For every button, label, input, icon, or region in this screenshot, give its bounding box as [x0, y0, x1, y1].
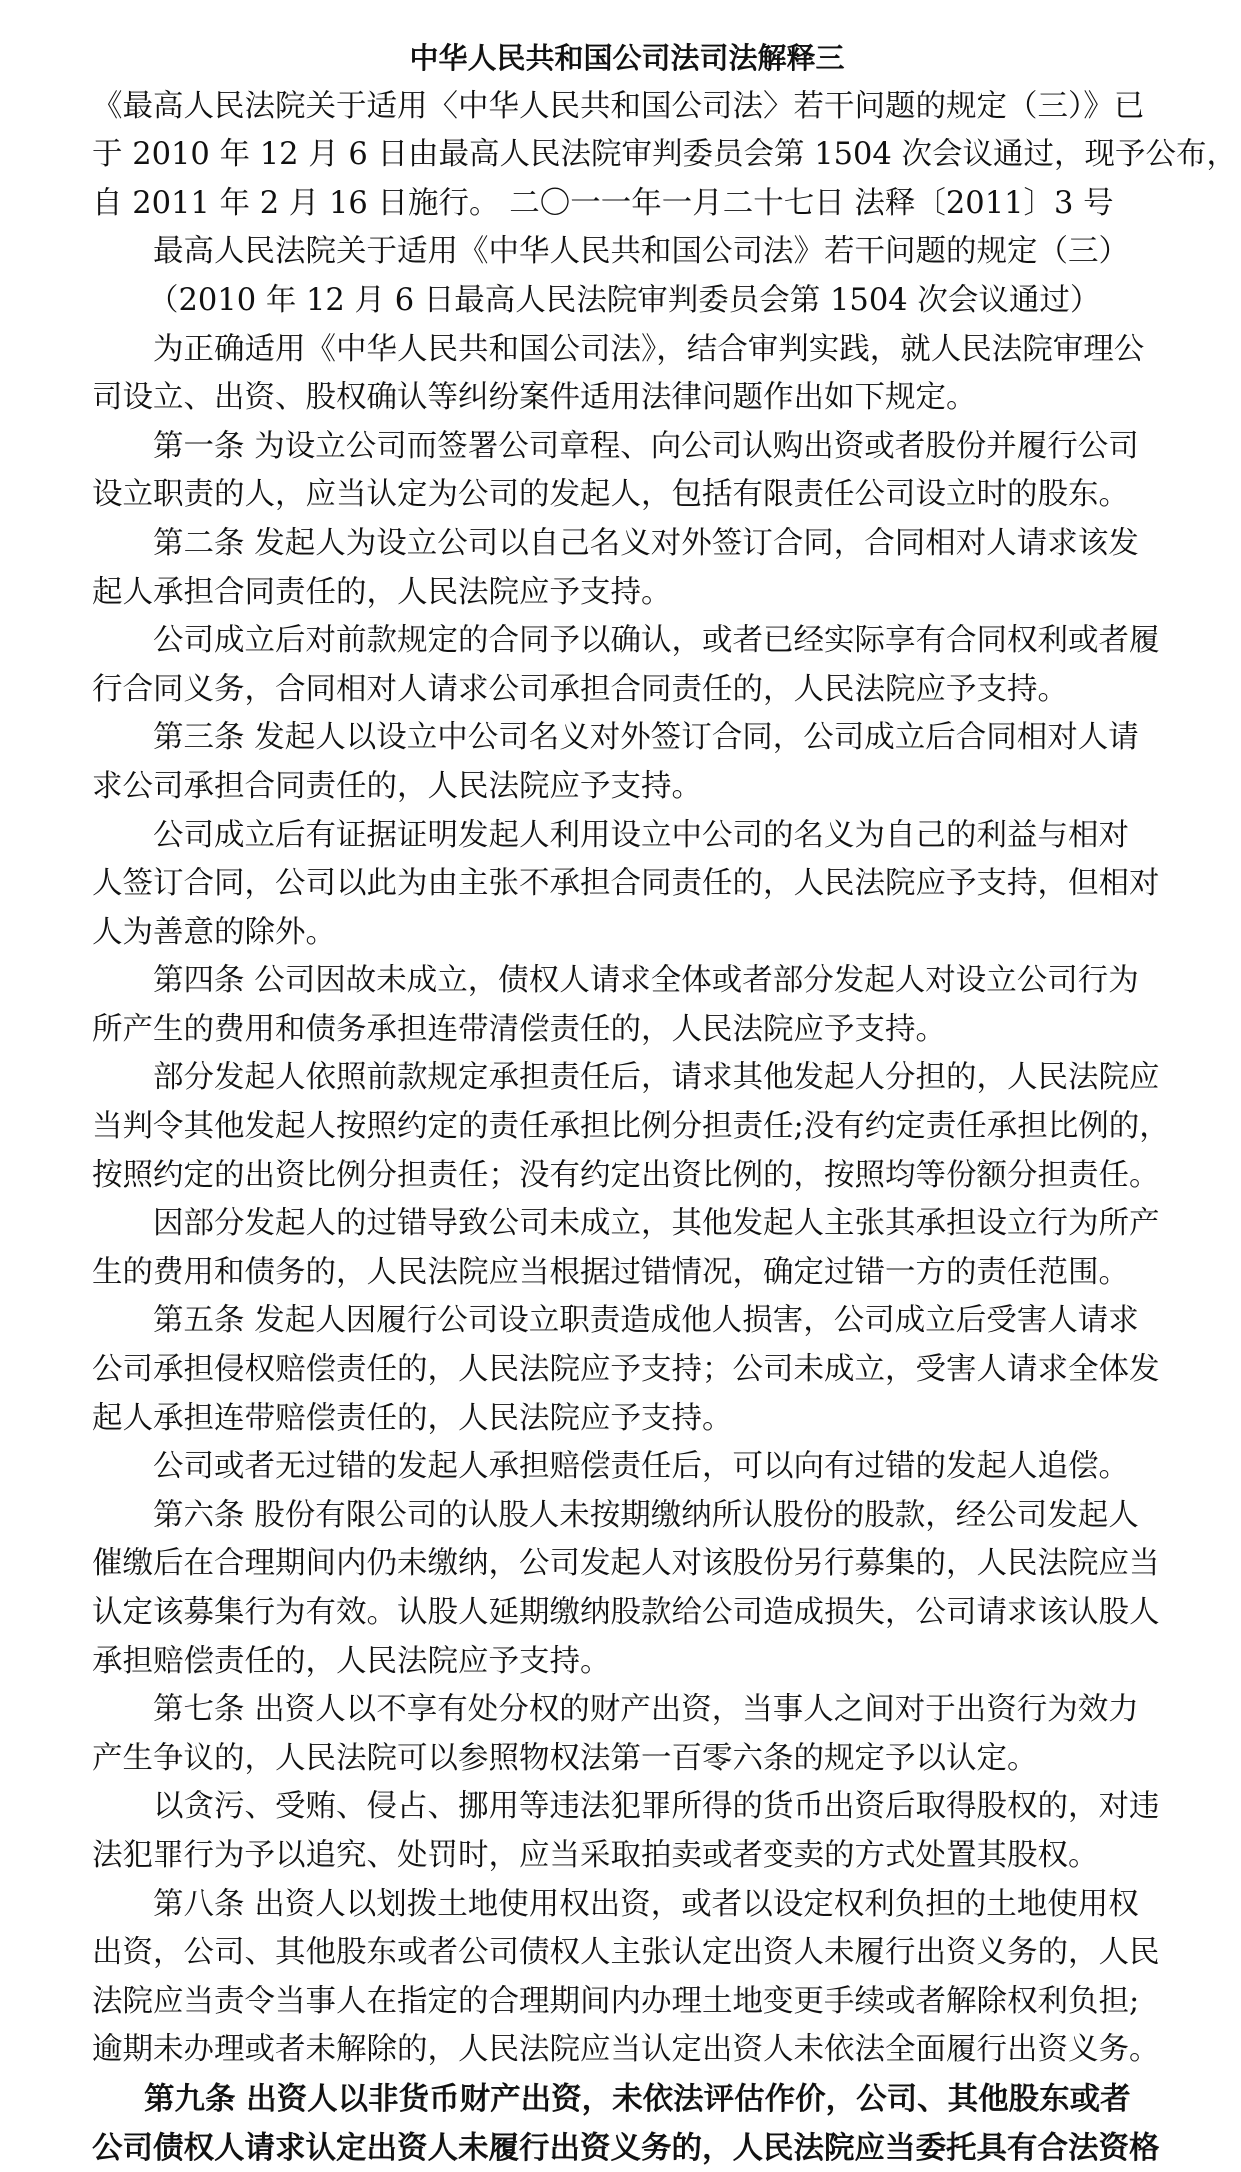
text-line: 法犯罪行为予以追究、处罚时，应当采取拍卖或者变卖的方式处置其股权。: [92, 1837, 1099, 1873]
text-line: 因部分发起人的过错导致公司未成立，其他发起人主张其承担设立行为所产: [153, 1206, 1160, 1242]
text-line: 公司承担侵权赔偿责任的，人民法院应予支持；公司未成立，受害人请求全体发: [92, 1352, 1160, 1388]
text-line: 所产生的费用和债务承担连带清偿责任的，人民法院应予支持。: [92, 1011, 946, 1047]
text-line: 起人承担连带赔偿责任的，人民法院应予支持。: [92, 1400, 733, 1436]
text-line: 为正确适用《中华人民共和国公司法》，结合审判实践，就人民法院审理公: [153, 331, 1145, 367]
text-line: 第七条 出资人以不享有处分权的财产出资，当事人之间对于出资行为效力: [153, 1692, 1139, 1728]
text-line: 产生争议的，人民法院可以参照物权法第一百零六条的规定予以认定。: [92, 1740, 1038, 1776]
text-line: 催缴后在合理期间内仍未缴纳，公司发起人对该股份另行募集的，人民法院应当: [92, 1546, 1160, 1582]
text-line: 法院应当责令当事人在指定的合理期间内办理土地变更手续或者解除权利负担;: [92, 1983, 1140, 2019]
text-line: 公司成立后有证据证明发起人利用设立中公司的名义为自己的利益与相对: [153, 817, 1129, 853]
text-line: 公司或者无过错的发起人承担赔偿责任后，可以向有过错的发起人追偿。: [153, 1449, 1129, 1485]
text-line: 认定该募集行为有效。认股人延期缴纳股款给公司造成损失，公司请求该认股人: [92, 1595, 1160, 1630]
text-line: 人签订合同，公司以此为由主张不承担合同责任的，人民法院应予支持，但相对: [92, 866, 1160, 902]
text-line: 求公司承担合同责任的，人民法院应予支持。: [92, 768, 702, 804]
text-line: 人为善意的除外。: [92, 914, 336, 950]
text-line: 公司债权人请求认定出资人未履行出资义务的，人民法院应当委托具有合法资格: [92, 2129, 1160, 2166]
text-line: 公司成立后对前款规定的合同予以确认，或者已经实际享有合同权利或者履: [153, 623, 1160, 659]
text-line: 以贪污、受贿、侵占、挪用等违法犯罪所得的货币出资后取得股权的，对违: [153, 1789, 1160, 1825]
text-line: 行合同义务，合同相对人请求公司承担合同责任的，人民法院应予支持。: [92, 671, 1068, 707]
text-line: 司设立、出资、股权确认等纠纷案件适用法律问题作出如下规定。: [92, 380, 977, 416]
text-line: 生的费用和债务的，人民法院应当根据过错情况，确定过错一方的责任范围。: [92, 1254, 1129, 1290]
text-line: 《最高人民法院关于适用〈中华人民共和国公司法〉若干问题的规定（三）》已: [92, 88, 1145, 124]
text-line: 出资，公司、其他股东或者公司债权人主张认定出资人未履行出资义务的，人民: [92, 1935, 1160, 1971]
text-line: 起人承担合同责任的，人民法院应予支持。: [92, 574, 672, 610]
text-line: 第八条 出资人以划拨土地使用权出资，或者以设定权利负担的土地使用权: [153, 1886, 1139, 1922]
text-line: 第六条 股份有限公司的认股人未按期缴纳所认股份的股款，经公司发起人: [153, 1497, 1139, 1533]
document-body: [92, 83, 1238, 2172]
text-line: 设立职责的人，应当认定为公司的发起人，包括有限责任公司设立时的股东。: [92, 477, 1129, 513]
text-line: 部分发起人依照前款规定承担责任后，请求其他发起人分担的，人民法院应: [153, 1060, 1160, 1096]
text-line: 自 2011 年 2 月 16 日施行。 二〇一一年一月二十七日 法释〔2011〕3 号: [92, 185, 1114, 221]
text-line: 第一条 为设立公司而签署公司章程、向公司认购出资或者股份并履行公司: [153, 428, 1139, 464]
text-line: 第四条 公司因故未成立，债权人请求全体或者部分发起人对设立公司行为: [153, 963, 1139, 999]
document-page: [92, 34, 1238, 2172]
text-line: 第三条 发起人以设立中公司名义对外签订合同，公司成立后合同相对人请: [153, 720, 1139, 756]
text-line: 最高人民法院关于适用《中华人民共和国公司法》若干问题的规定（三）: [153, 234, 1129, 270]
text-line: 承担赔偿责任的，人民法院应予支持。: [92, 1643, 611, 1679]
text-line: （2010 年 12 月 6 日最高人民法院审判委员会第 1504 次会议通过）: [148, 282, 1101, 318]
text-line: 按照约定的出资比例分担责任；没有约定出资比例的，按照均等份额分担责任。: [92, 1157, 1160, 1193]
text-line: 当判令其他发起人按照约定的责任承担比例分担责任;没有约定责任承担比例的，: [92, 1109, 1170, 1145]
document-title: 中华人民共和国公司法司法解释三: [409, 41, 845, 75]
text-line: 第二条 发起人为设立公司以自己名义对外签订合同，合同相对人请求该发: [153, 525, 1139, 561]
text-line: 第五条 发起人因履行公司设立职责造成他人损害，公司成立后受害人请求: [153, 1303, 1139, 1339]
text-line: 逾期未办理或者未解除的，人民法院应当认定出资人未依法全面履行出资义务。: [92, 2032, 1160, 2068]
text-line: 第九条 出资人以非货币财产出资，未依法评估作价，公司、其他股东或者: [144, 2080, 1131, 2117]
text-line: 于 2010 年 12 月 6 日由最高人民法院审判委员会第 1504 次会议通过，现予公布，: [92, 137, 1238, 173]
